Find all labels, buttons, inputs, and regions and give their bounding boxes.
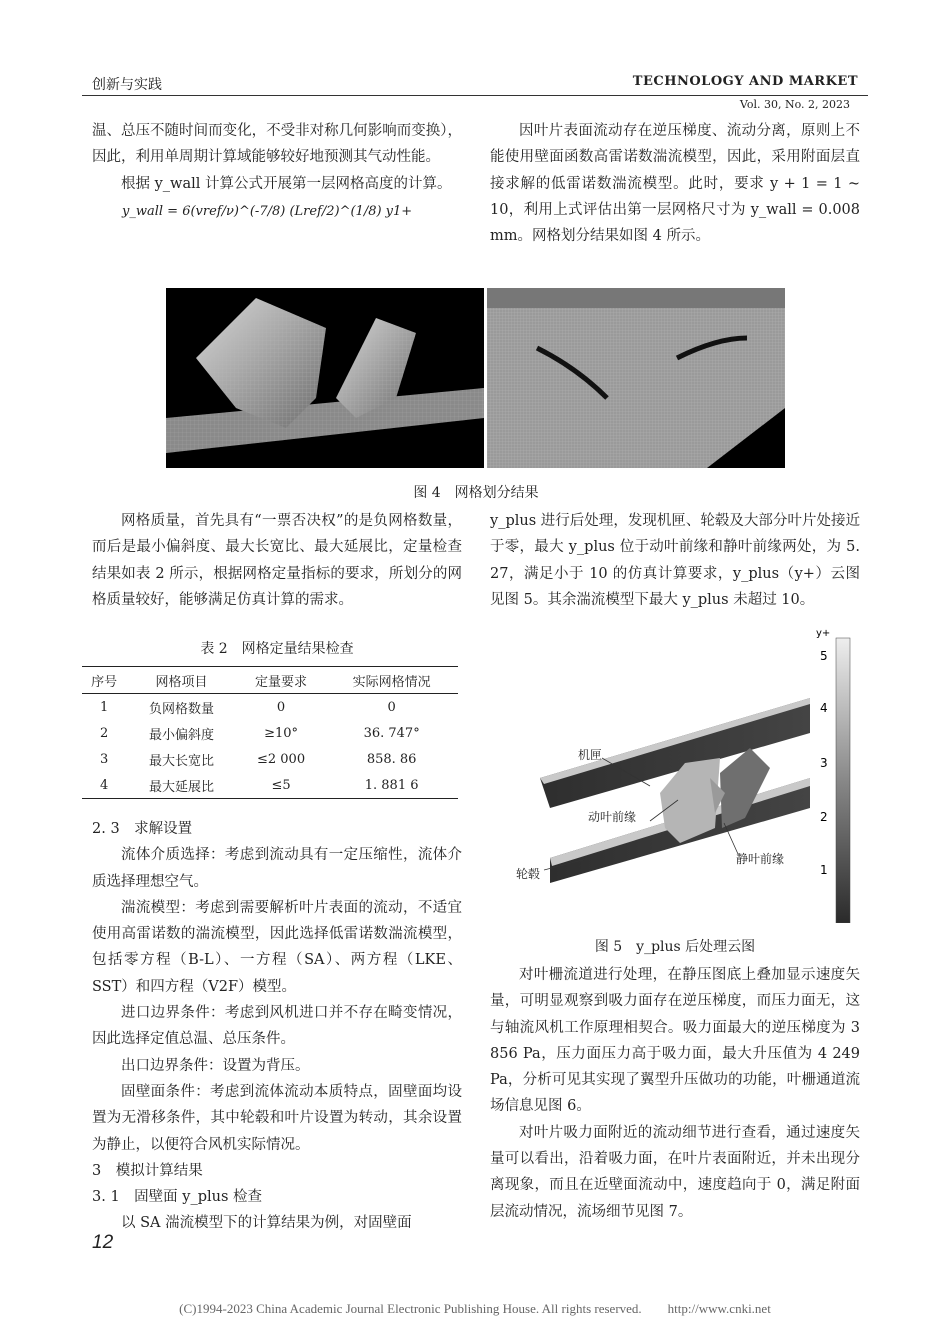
colorbar-tick: 5 xyxy=(820,649,828,663)
colorbar xyxy=(836,638,850,923)
table-header: 实际网格情况 xyxy=(325,667,458,694)
page-number: 12 xyxy=(92,1232,114,1253)
paragraph: 对叶栅流道进行处理，在静压图底上叠加显示速度矢量，可明显观察到吸力面存在逆压梯度，而压力面无，这与轴流风机工作原理相契合。吸力面最大的逆压梯度为 3 856 Pa，压力面压力高于吸力面，最大升压值为 4 249 Pa，分析可见其实现了翼型升压做功的功能，叶栅通道流场信息见图 6。 xyxy=(490,967,860,1115)
paragraph: 固壁面条件：考虑到流体流动本质特点，固壁面均设置为无滑移条件，其中轮毂和叶片设置为转动，其余设置为静止，以便符合风机实际情况。 xyxy=(92,1083,462,1153)
paragraph: 因叶片表面流动存在逆压梯度、流动分离，原则上不能使用壁面函数高雷诺数湍流模型，因此，采用附面层直接求解的低雷诺数湍流模型。此时，要求 y + 1 = 1 ~ 10，利用上式评估出第一层网格尺寸为 y_wall = 0.008 mm。网格划分结果如图 4 所示。 xyxy=(490,123,860,245)
section-heading: 2. 3 求解设置 xyxy=(92,821,193,837)
left-column-top xyxy=(92,118,462,225)
table-row: 1 负网格数量 0 0 xyxy=(99,699,396,717)
table-row: 4 最大延展比 ≤5 1. 881 6 xyxy=(82,772,458,799)
colorbar-tick: 2 xyxy=(820,810,828,824)
figure5 xyxy=(510,628,860,923)
right-column-mid xyxy=(490,508,860,613)
table-row: 3 最大长宽比 ≤2 000 858. 86 xyxy=(99,751,417,769)
table2-caption: 表 2 网格定量结果检查 xyxy=(200,641,354,657)
table-header: 定量要求 xyxy=(237,667,325,694)
paragraph: 对叶片吸力面附近的流动细节进行查看，通过速度矢量可以看出，沿着吸力面，在叶片表面附近，并未出现分离现象，而且在近壁面流动中，速度趋向于 0，满足附面层流动情况，流场细节见图 7。 xyxy=(490,1124,860,1220)
label-hub: 轮毂 xyxy=(516,867,541,881)
paragraph: 以 SA 湍流模型下的计算结果为例，对固壁面 xyxy=(121,1215,412,1232)
table2 xyxy=(82,666,458,799)
label-rotor-le: 动叶前缘 xyxy=(588,810,637,824)
figure4-mesh-right xyxy=(487,288,785,468)
paragraph: 流体介质选择：考虑到流动具有一定压缩性，流体介质选择理想空气。 xyxy=(92,847,462,890)
colorbar-tick: 1 xyxy=(820,863,828,877)
right-column-top xyxy=(490,118,860,249)
header-divider xyxy=(82,95,868,96)
journal-name-en: TECHNOLOGY AND MARKET xyxy=(632,74,858,89)
right-column-bottom xyxy=(490,962,860,1225)
formula-ywall: y_wall = 6(vref/ν)^(-7/8) (Lref/2)^(1/8) y1+ xyxy=(122,203,413,219)
label-casing: 机匣 xyxy=(578,748,603,762)
paragraph: 进口边界条件：考虑到风机进口并不存在畸变情况，因此选择定值总温、总压条件。 xyxy=(92,1005,462,1048)
mesh-right-svg xyxy=(487,288,785,468)
table-header: 网格项目 xyxy=(126,667,237,694)
colorbar-tick: 4 xyxy=(820,701,828,715)
paragraph: 温、总压不随时间而变化，不受非对称几何影响而变换），因此，利用单周期计算域能够较好地预测其气动性能。 xyxy=(92,123,462,166)
mesh-left-svg xyxy=(166,288,484,468)
figure5-caption: 图 5 y_plus 后处理云图 xyxy=(594,939,756,955)
table-header: 序号 xyxy=(82,667,126,694)
table-row: 2 最小偏斜度 ≥10° 36. 747° xyxy=(99,725,420,743)
copyright-footer: (C)1994-2023 China Academic Journal Electronic Publishing House. All rights reserved. http://www.cnki.net xyxy=(179,1301,771,1316)
yplus-contour-svg xyxy=(510,628,860,923)
paragraph: 出口边界条件：设置为背压。 xyxy=(121,1057,310,1074)
paragraph: 网格质量，首先具有“一票否决权”的是负网格数量，而后是最小偏斜度、最大长宽比、最大延展比，定量检查结果如表 2 所示，根据网格定量指标的要求，所划分的网格质量较好，能够满足仿真计算的需求。 xyxy=(92,513,462,608)
section-heading: 3. 1 固壁面 y_plus 检查 xyxy=(92,1189,263,1206)
colorbar-tick: 3 xyxy=(820,756,828,770)
volume-info: Vol. 30, No. 2, 2023 xyxy=(739,98,850,111)
figure4-caption: 图 4 网格划分结果 xyxy=(413,485,539,501)
colorbar-title: y+ xyxy=(816,628,831,639)
left-column-bottom xyxy=(92,816,462,1237)
left-column-mid xyxy=(92,508,462,613)
label-stator-le: 静叶前缘 xyxy=(736,852,785,866)
paragraph: 湍流模型：考虑到需要解析叶片表面的流动，不适宜使用高雷诺数的湍流模型，因此选择低雷诺数湍流模型，包括零方程（B-L）、一方程（SA）、两方程（LKE、SST）和四方程（V2F）模型。 xyxy=(92,899,462,995)
section-heading: 3 模拟计算结果 xyxy=(92,1162,203,1179)
paragraph: 根据 y_wall 计算公式开展第一层网格高度的计算。 xyxy=(121,175,452,192)
figure4-mesh-left xyxy=(166,288,484,468)
paragraph: y_plus 进行后处理，发现机匣、轮毂及大部分叶片处接近于零，最大 y_plus 位于动叶前缘和静叶前缘两处，为 5. 27，满足小于 10 的仿真计算要求，y_plus（y+）云图见图 5。其余湍流模型下最大 y_plus 未超过 10。 xyxy=(490,513,860,608)
journal-name-cn: 创新与实践 xyxy=(92,77,162,93)
